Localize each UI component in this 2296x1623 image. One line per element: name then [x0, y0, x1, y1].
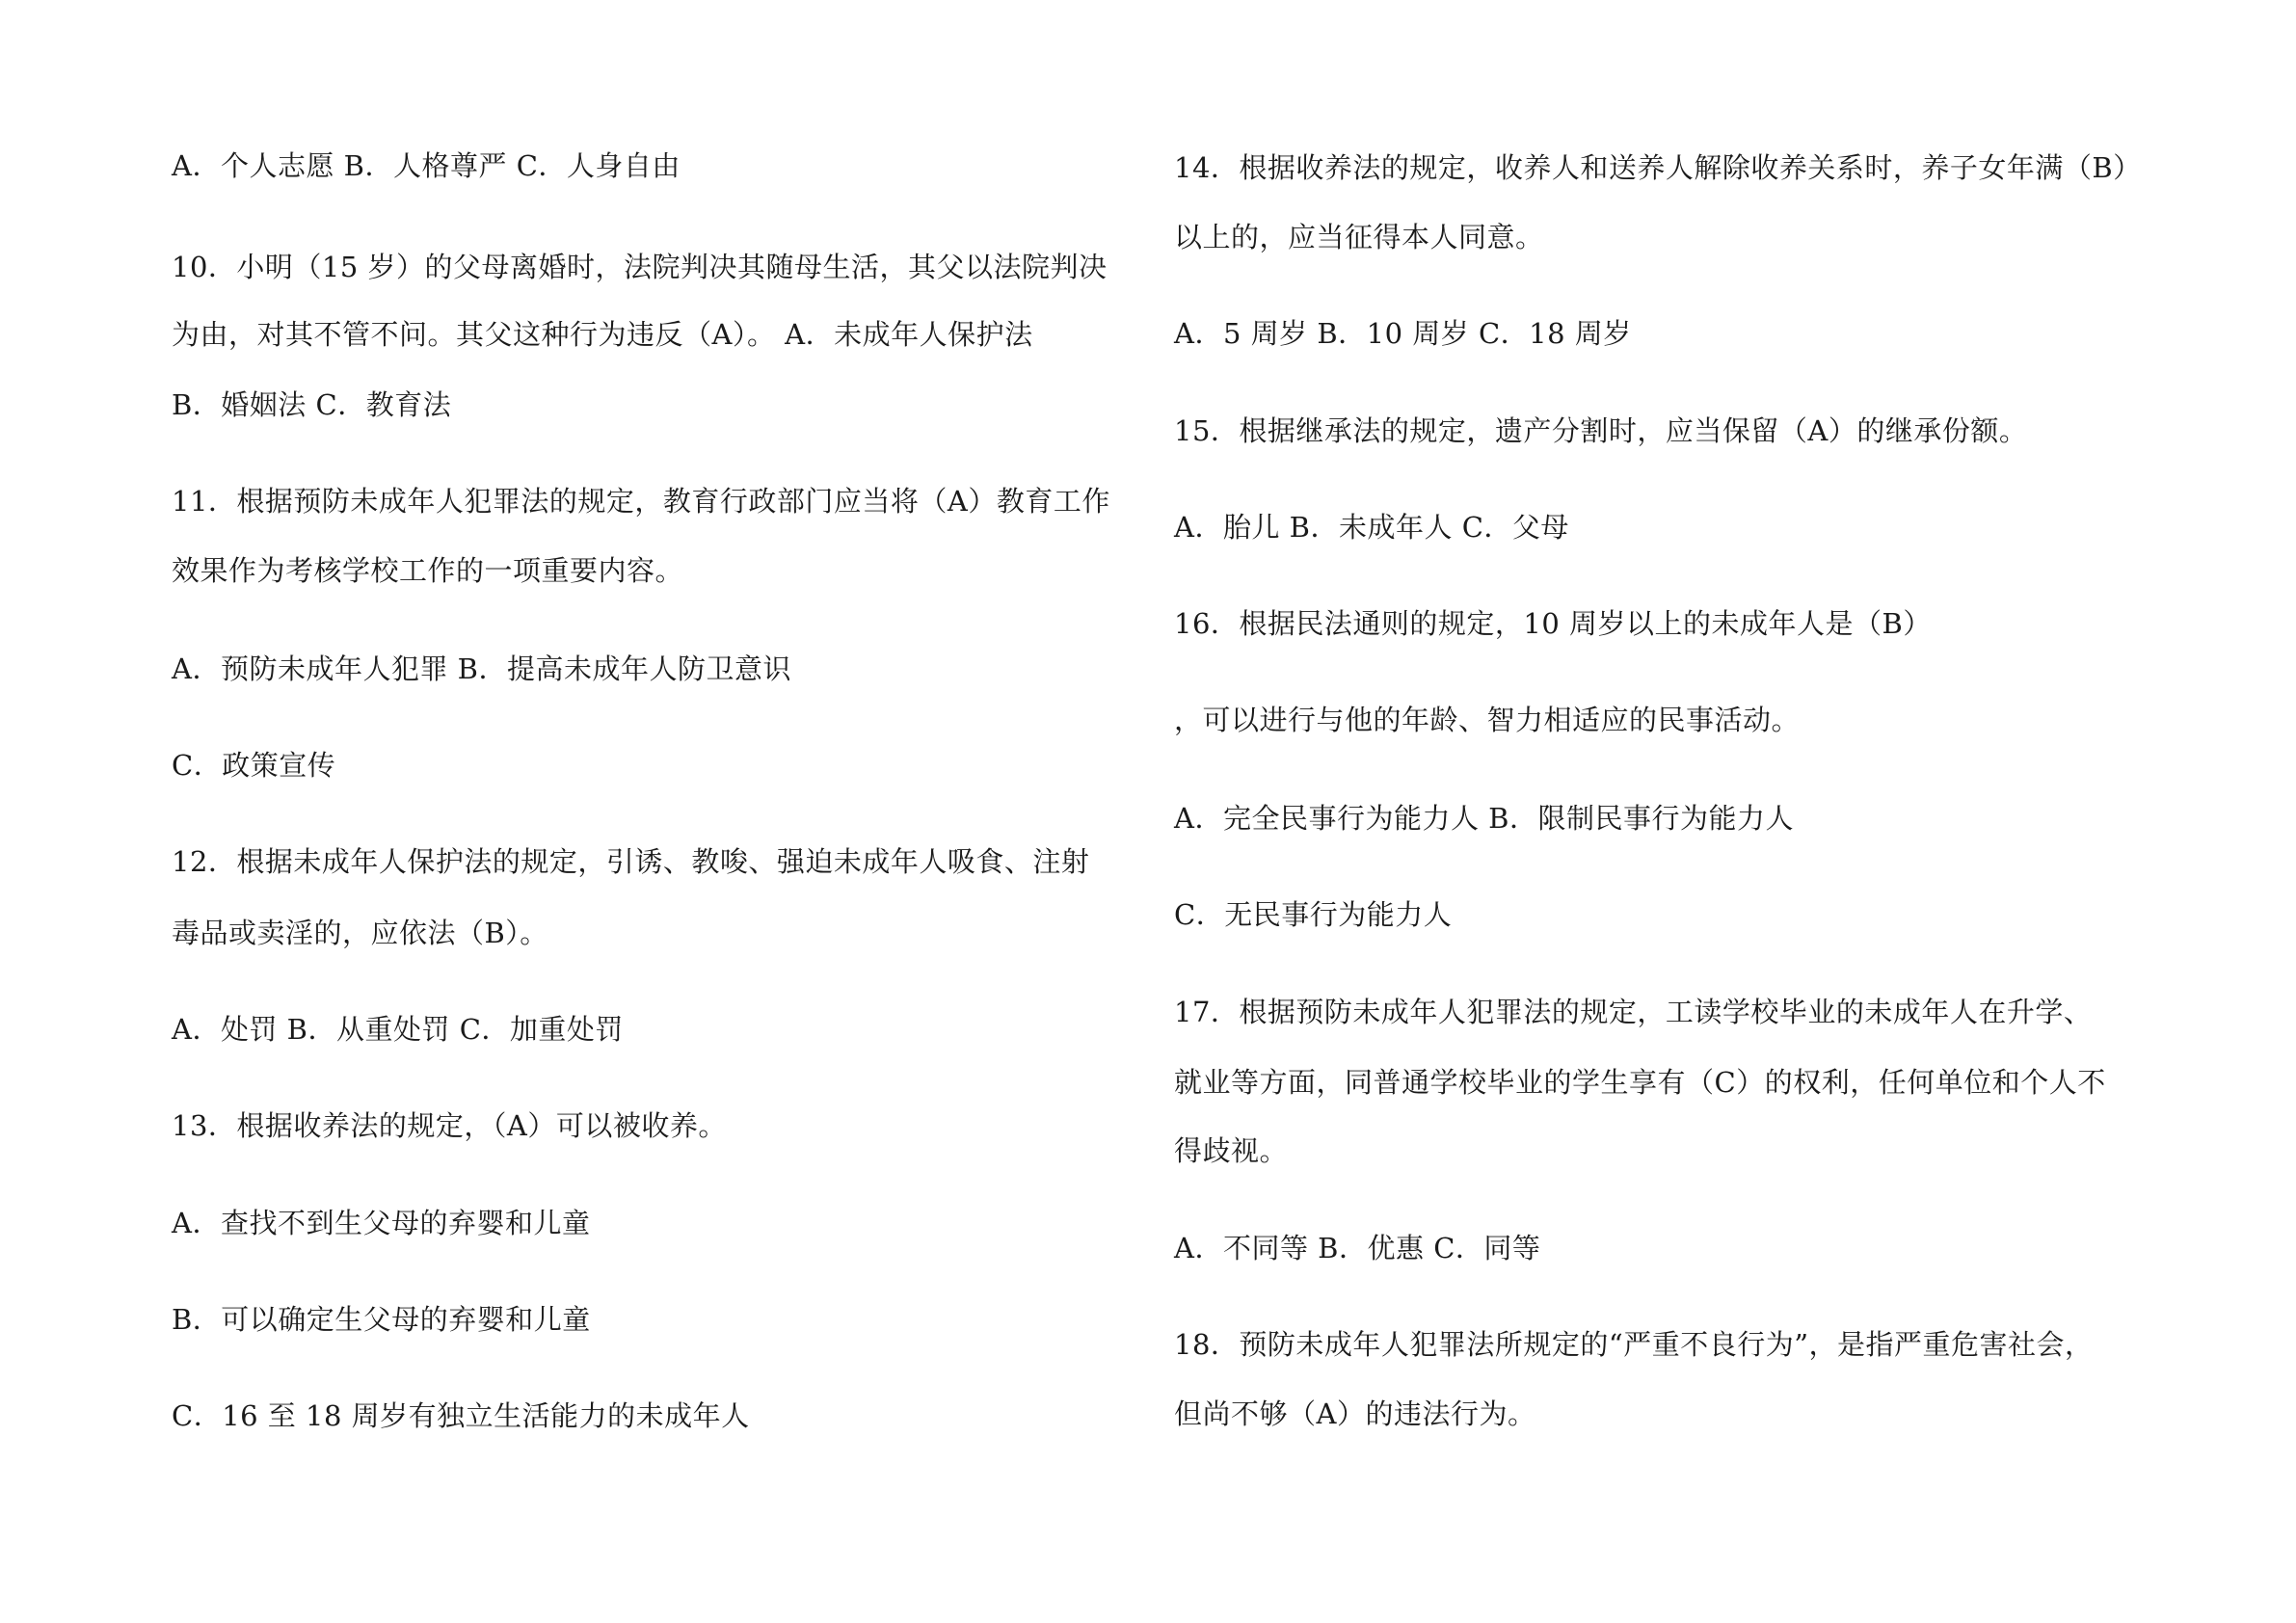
question-14-line-1: 14．根据收养法的规定，收养人和送养人解除收养关系时，养子女年满（B） — [1174, 151, 2142, 184]
question-16-line-1: 16．根据民法通则的规定，10 周岁以上的未成年人是（B） — [1174, 607, 1932, 640]
question-14-line-2: 以上的，应当征得本人同意。 — [1174, 221, 1544, 253]
question-10-line-1: 10．小明（15 岁）的父母离婚时，法院判决其随母生活，其父以法院判决 — [172, 251, 1108, 283]
option-line-q15: A．胎儿 B．未成年人 C．父母 — [1174, 511, 1569, 544]
option-line-q12: A．处罚 B．从重处罚 C．加重处罚 — [172, 1013, 624, 1046]
option-line-q13-c: C．16 至 18 周岁有独立生活能力的未成年人 — [172, 1399, 750, 1432]
option-line-q10: B．婚姻法 C．教育法 — [172, 388, 452, 421]
question-12-line-2: 毒品或卖淫的，应依法（B）。 — [172, 917, 548, 949]
question-17-line-2: 就业等方面，同普通学校毕业的学生享有（C）的权利，任何单位和个人不 — [1174, 1066, 2106, 1099]
option-line-q16-c: C．无民事行为能力人 — [1174, 898, 1453, 931]
question-15-line-1: 15．根据继承法的规定，遗产分割时，应当保留（A）的继承份额。 — [1174, 414, 2028, 447]
question-18-line-2: 但尚不够（A）的违法行为。 — [1174, 1397, 1536, 1430]
question-17-line-1: 17．根据预防未成年人犯罪法的规定，工读学校毕业的未成年人在升学、 — [1174, 996, 2093, 1028]
option-line-q9: A．个人志愿 B．人格尊严 C．人身自由 — [172, 149, 681, 182]
option-line-q16-ab: A．完全民事行为能力人 B．限制民事行为能力人 — [1174, 802, 1794, 835]
option-line-q11-ab: A．预防未成年人犯罪 B．提高未成年人防卫意识 — [172, 652, 791, 685]
option-line-q13-a: A．查找不到生父母的弃婴和儿童 — [172, 1207, 591, 1239]
question-16-line-2: ，可以进行与他的年龄、智力相适应的民事活动。 — [1174, 704, 1801, 736]
question-17-line-3: 得歧视。 — [1174, 1134, 1289, 1167]
option-line-q11-c: C．政策宣传 — [172, 749, 336, 782]
question-10-line-2: 为由，对其不管不问。其父这种行为违反（A）。 A．未成年人保护法 — [172, 318, 1033, 351]
question-18-line-1: 18．预防未成年人犯罪法所规定的“严重不良行为”，是指严重危害社会， — [1174, 1328, 2094, 1361]
question-11-line-2: 效果作为考核学校工作的一项重要内容。 — [172, 554, 684, 587]
option-line-q17: A．不同等 B．优惠 C．同等 — [1174, 1232, 1541, 1264]
question-12-line-1: 12．根据未成年人保护法的规定，引诱、教唆、强迫未成年人吸食、注射 — [172, 845, 1090, 878]
option-line-q13-b: B．可以确定生父母的弃婴和儿童 — [172, 1303, 591, 1336]
question-11-line-1: 11．根据预防未成年人犯罪法的规定，教育行政部门应当将（A）教育工作 — [172, 485, 1110, 518]
question-13-line-1: 13．根据收养法的规定，（A）可以被收养。 — [172, 1109, 727, 1142]
option-line-q14: A．5 周岁 B．10 周岁 C．18 周岁 — [1174, 317, 1632, 350]
